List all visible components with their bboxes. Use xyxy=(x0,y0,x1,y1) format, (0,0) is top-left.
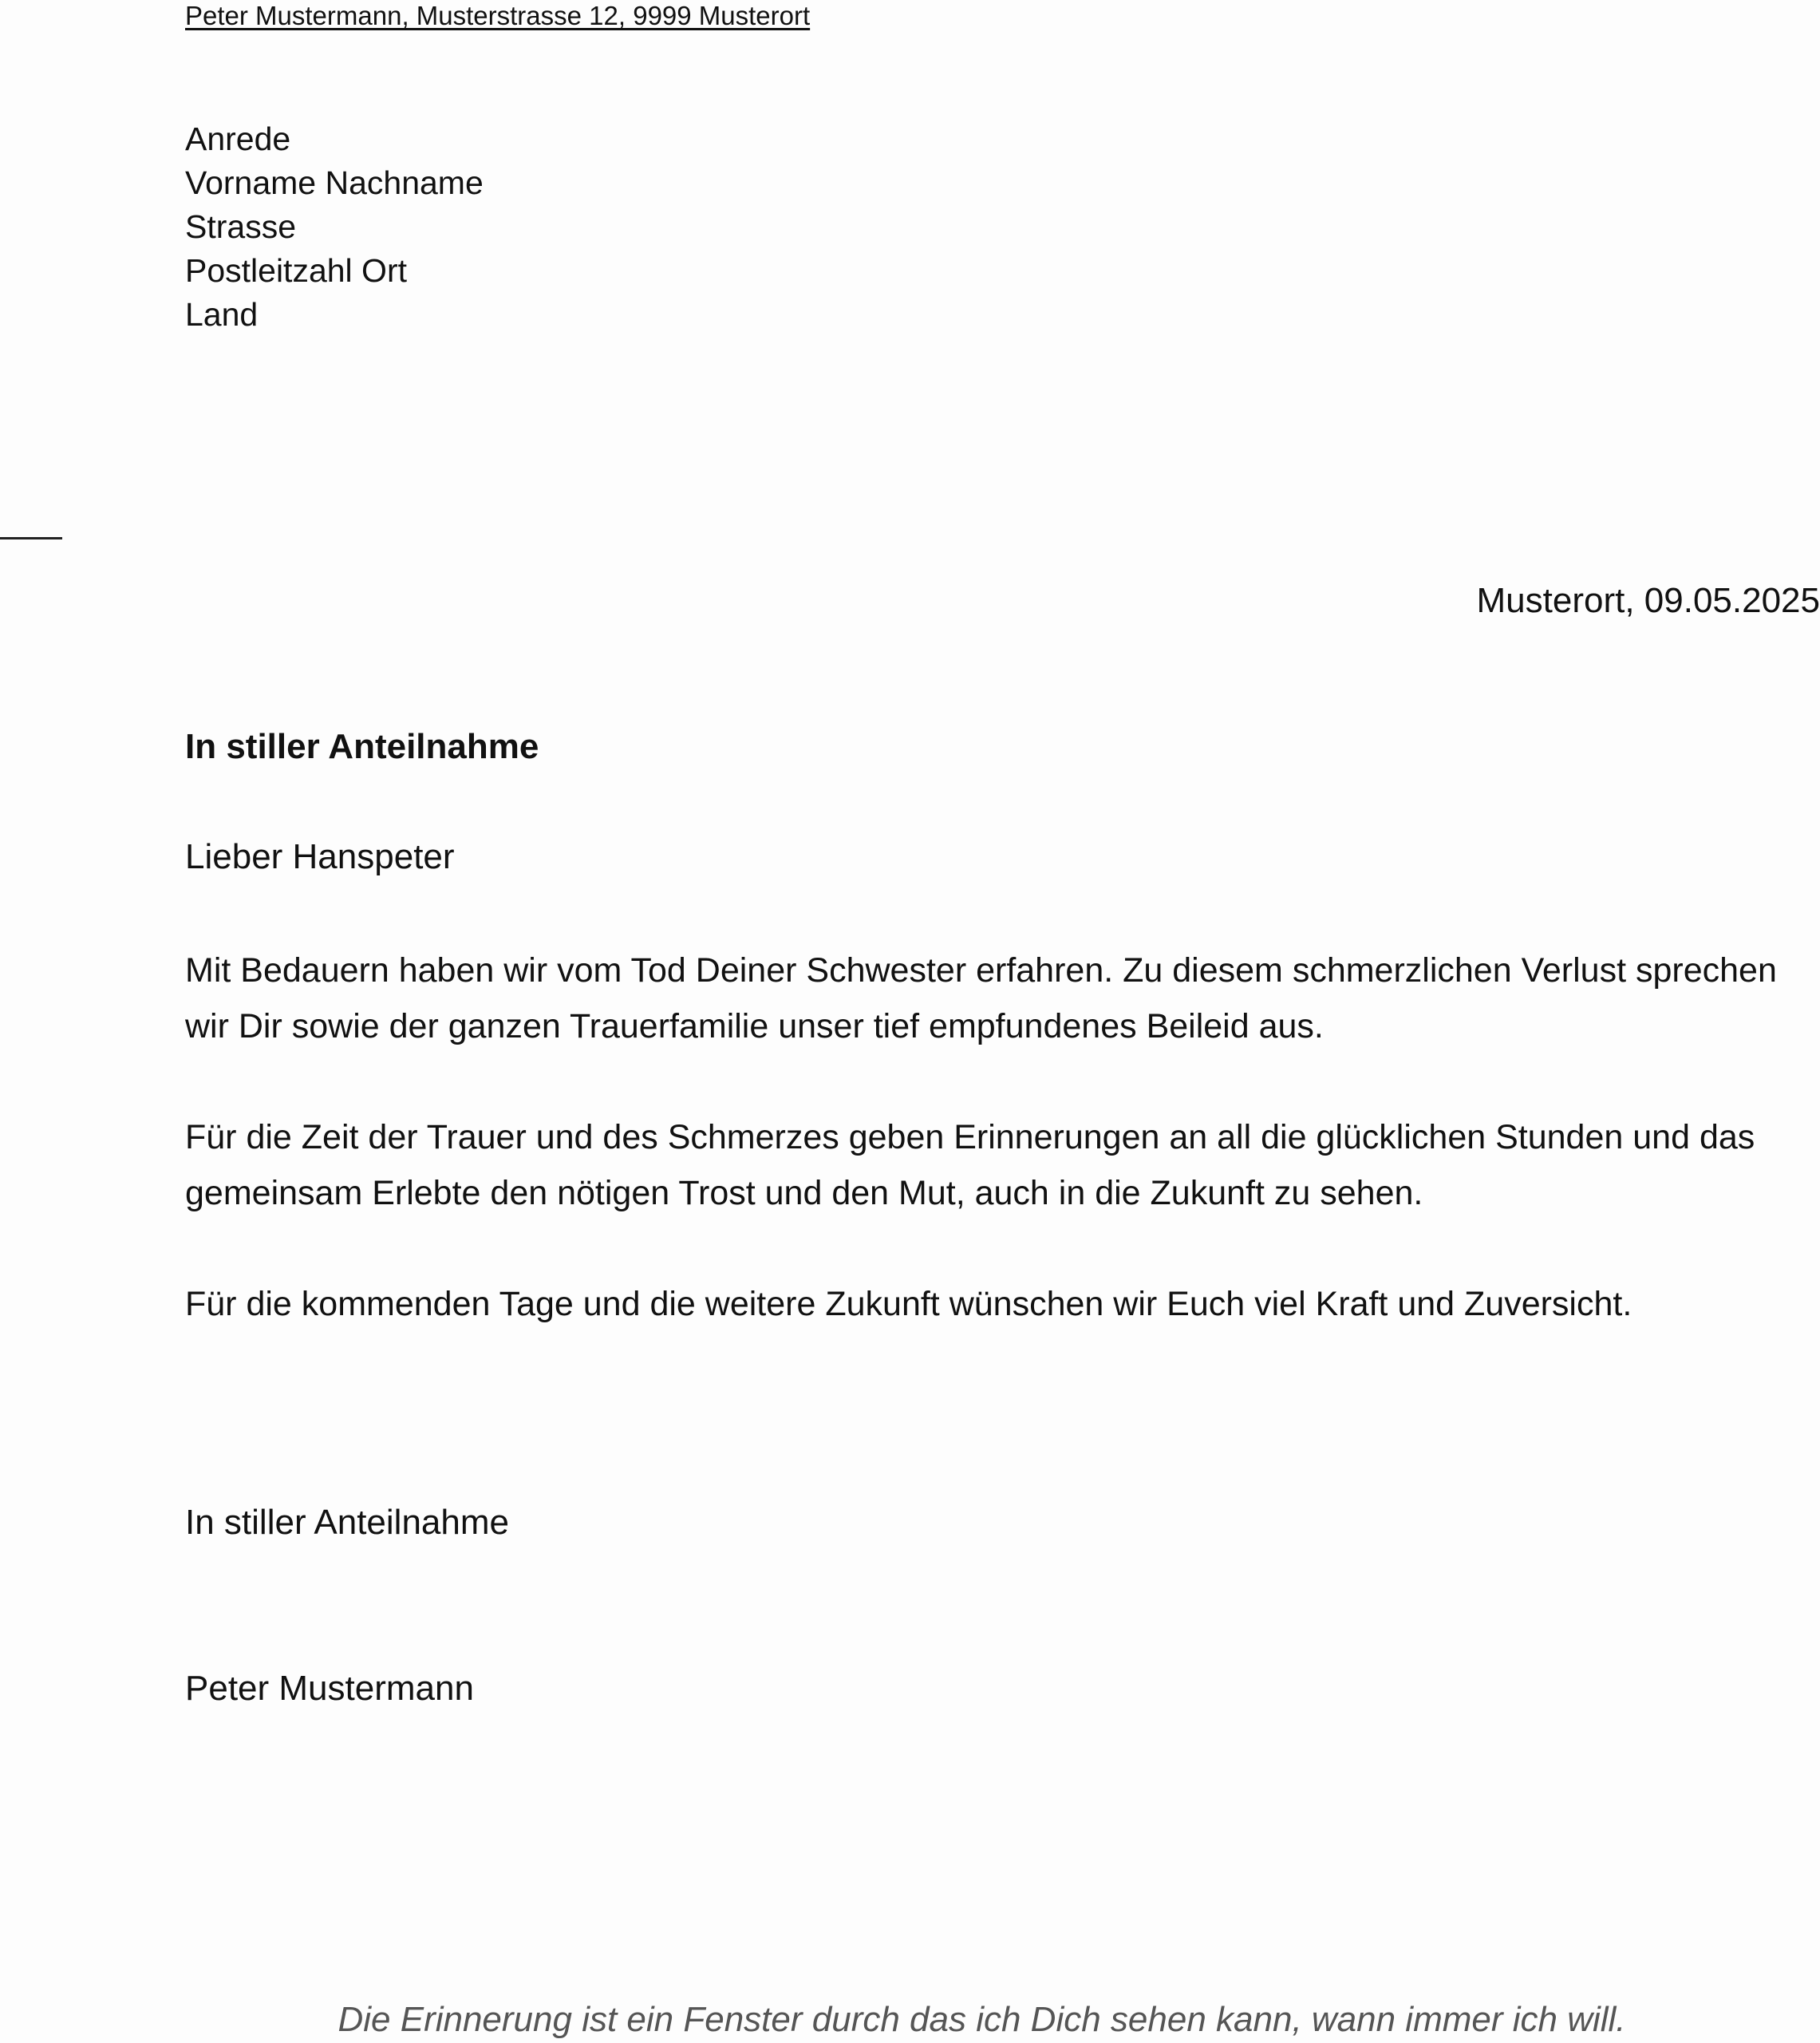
body-paragraph-1: Mit Bedauern haben wir vom Tod Deiner Schwester erfahren. Zu diesem schmerzlichen Verlust sprechen wir Dir sowie der ganzen Trauerfamilie unser tief empfundenes Beileid aus. xyxy=(185,951,1777,1045)
sender-address-line: Peter Mustermann, Musterstrasse 12, 9999 Musterort xyxy=(185,1,811,30)
letter-subject: In stiller Anteilnahme xyxy=(185,727,539,766)
recipient-city: Postleitzahl Ort xyxy=(185,252,407,289)
body-paragraph-3: Für die kommenden Tage und die weitere Zukunft wünschen wir Euch viel Kraft und Zuversicht. xyxy=(185,1285,1632,1323)
recipient-country: Land xyxy=(185,296,259,333)
letter-salutation: Lieber Hanspeter xyxy=(185,837,455,876)
place-date: Musterort, 09.05.2025 xyxy=(1476,581,1820,620)
recipient-name: Vorname Nachname xyxy=(185,164,484,201)
recipient-street: Strasse xyxy=(185,208,296,245)
signature-name: Peter Mustermann xyxy=(185,1669,474,1708)
fold-mark xyxy=(0,537,62,539)
body-paragraph-2: Für die Zeit der Trauer und des Schmerzes geben Erinnerungen an all die glücklichen Stunden und das gemeinsam Erlebte den nötigen Trost und den Mut, auch in die Zukunft zu sehen. xyxy=(185,1118,1755,1212)
memorial-quote: Die Erinnerung ist ein Fenster durch das ich Dich sehen kann, wann immer ich will. xyxy=(338,2000,1626,2039)
recipient-address-block xyxy=(185,117,484,337)
letter-closing: In stiller Anteilnahme xyxy=(185,1503,509,1542)
recipient-salutation: Anrede xyxy=(185,121,291,157)
